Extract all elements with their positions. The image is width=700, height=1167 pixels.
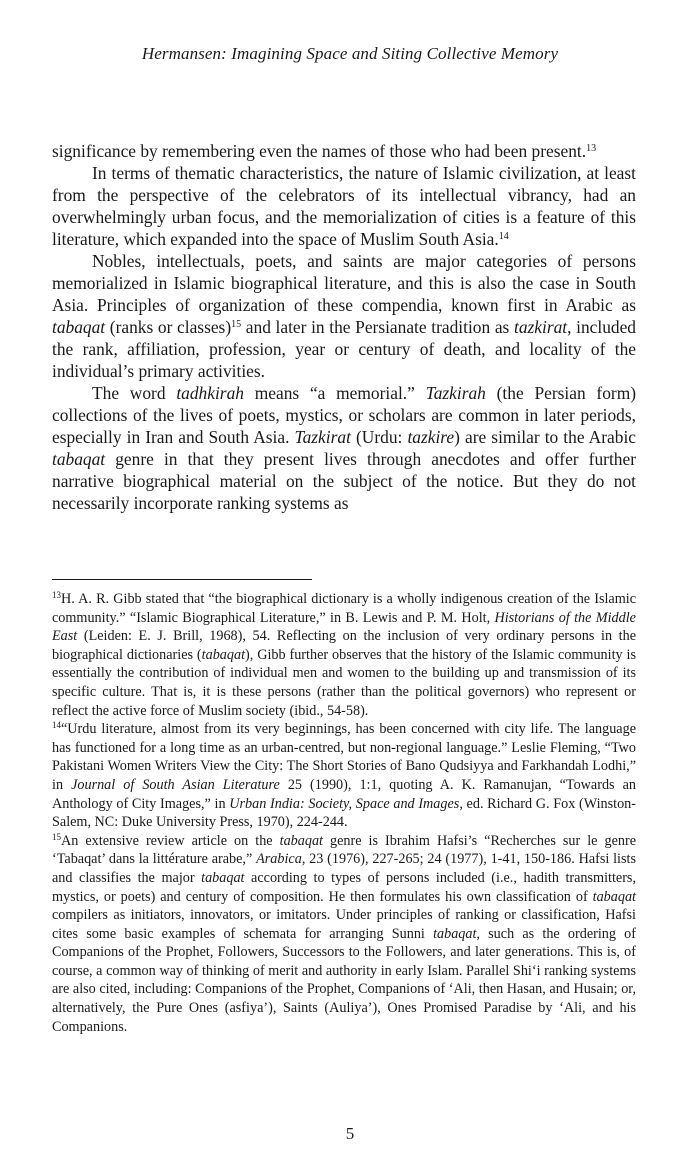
footnote-13: $^{13}$H. A. R. Gibb stated that “the biographical dictionary is a wholly indigenous creation of the Islamic community.” “Islamic Biographical Literature,” in B. Lewis and P. M. Holt, Historians of the Middle East (Leiden: E. J. Brill, 1968), 54. Reflecting on the inclusion of very ordinary persons in the biographical dictionaries (tabaqat), Gibb further observes that the history of the Islamic community is essentially the contribution of individual men and women to the building up and transmission of its specific culture. That is, it is these persons (rather than the political governors) who represent or reflect the active force of Muslim society (ibid., 54-58).: [52, 590, 636, 719]
page-number: 5: [345, 1124, 355, 1143]
footnote-number: 15: [52, 831, 61, 842]
footnote-14: $^{14}$“Urdu literature, almost from its very beginnings, has been concerned with city life. The language has functioned for a long time as an urban-centred, but non-regional language.” Leslie Fleming, “Two Pakistani Women Writers View the City: The Short Stories of Bano Qudsiyya and Farkhandah Lodhi,” in Journal of South Asian Literature 25 (1990), 1:1, quoting A. K. Ramanujan, “Towards an Anthology of City Images,” in Urban India: Society, Space and Images, ed. Richard G. Fox (Winston-Salem, NC: Duke University Press, 1970), 224-244.: [52, 720, 636, 831]
paragraph: In terms of thematic characteristics, the nature of Islamic civilization, at least from the perspective of the celebrators of its intellectual vibrancy, had an overwhelmingly urban focus, and the memorialization of cities is a feature of this literature, which expanded into the space of Muslim South Asia.$^{14}$: [52, 163, 636, 249]
footnote-ref[interactable]: 15: [231, 319, 242, 330]
paragraph: Nobles, intellectuals, poets, and saints are major categories of persons memorialized in Islamic biographical literature, and this is also the case in South Asia. Principles of organization of these compendia, known first in Arabic as tabaqat (ranks or classes)$^{15}$ and later in the Persianate tradition as tazkirat, included the rank, affiliation, profession, year or century of death, and locality of the individual’s primary activities.: [52, 251, 637, 381]
footnote-ref[interactable]: 14: [498, 231, 509, 242]
footnote-15: $^{15}$An extensive review article on the tabaqat genre is Ibrahim Hafsi’s “Recherches sur le genre ‘Tabaqat’ dans la littérature arabe,” Arabica, 23 (1976), 227-265; 24 (1977), 1-41, 150-186. Hafsi lists and classifies the major tabaqat according to types of persons included (i.e., hadith transmitters, mystics, or poets) and century of composition. He then formulates his own classification of tabaqat compilers as initiators, innovators, or imitators. Under principles of ranking or classification, Hafsi cites some basic examples of schemata for arranging Sunni tabaqat, such as the ordering of Companions of the Prophet, Followers, Successors to the Followers, and later generations. This is, of course, a common way of thinking of merit and authority in early Islam. Parallel Shi‘i ranking systems are also cited, including: Companions of the Prophet, Companions of ‘Ali, then Hasan, and Husain; or, alternatively, the Pure Ones (asfiya’), Saints (Auliya’), Ones Promised Paradise by ‘Ali, and his Companions.: [52, 831, 637, 1035]
footnote-divider: [52, 579, 312, 580]
paragraph: significance by remembering even the names of those who had been present.$^{13}$: [52, 141, 597, 161]
paragraph: The word tadhkirah means “a memorial.” Tazkirah (the Persian form) collections of the lives of poets, mystics, or scholars are common in later periods, especially in Iran and South Asia. Tazkirat (Urdu: tazkire) are similar to the Arabic tabaqat genre in that they present lives through anecdotes and offer further narrative biographical material on the subject of the notice. But they do not necessarily incorporate ranking systems as: [52, 383, 637, 513]
footnote-ref[interactable]: 13: [586, 143, 597, 154]
footnote-number: 13: [52, 590, 61, 600]
footnote-number: 14: [52, 720, 61, 731]
footnotes: [52, 590, 636, 1036]
running-head: Hermansen: Imagining Space and Siting Collective Memory: [141, 44, 559, 63]
main-text: [52, 140, 636, 514]
